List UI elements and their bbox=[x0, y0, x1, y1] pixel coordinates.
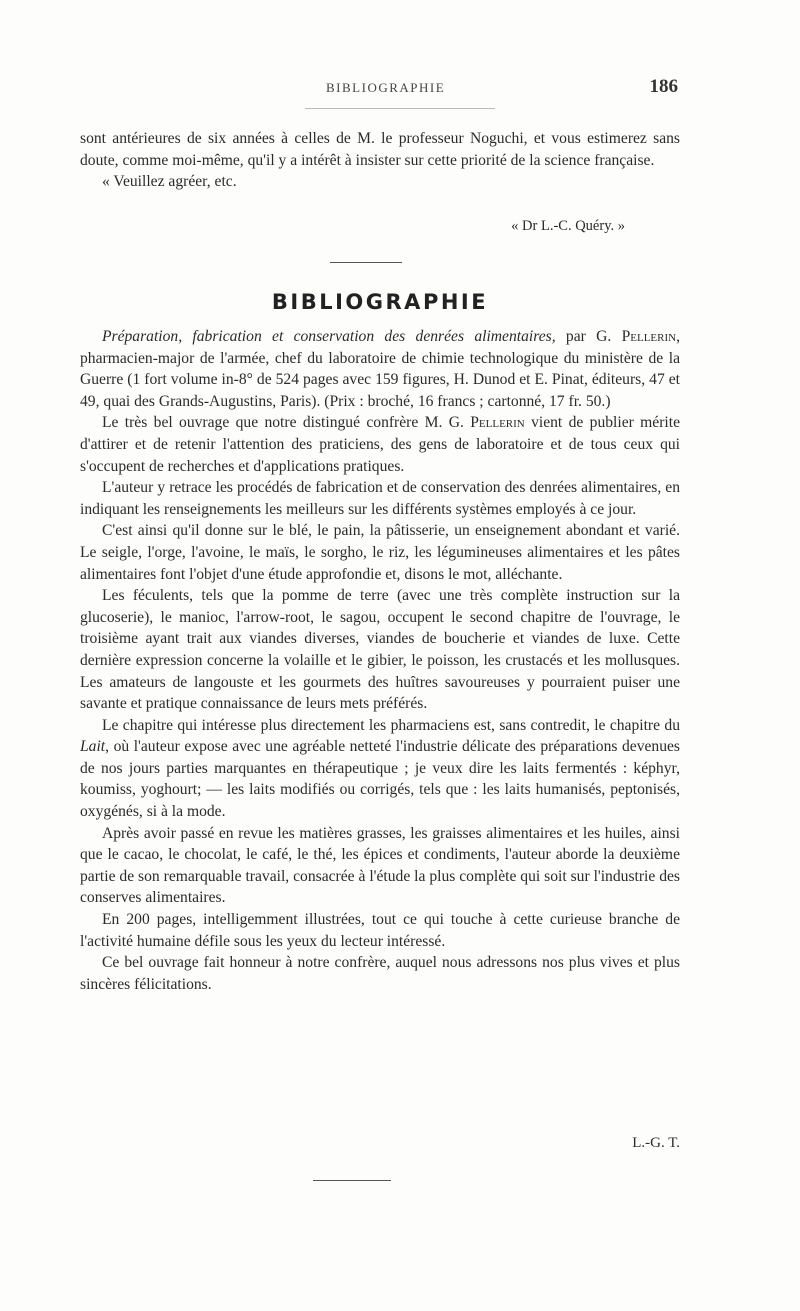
paragraph-text: Le très bel ouvrage que notre distingué confrère M. G. bbox=[102, 414, 471, 432]
review-paragraph-1 bbox=[80, 412, 680, 477]
letter-signature: « Dr L.-C. Quéry. » bbox=[511, 218, 625, 234]
review-signature: L.-G. T. bbox=[632, 1135, 680, 1151]
paragraph-text: , où l'auteur expose avec une agréable netteté l'industrie délicate des préparations devenues de nos jours parties marquantes en thérapeutique ; je veux dire les laits fermentés : képhyr, koumiss, yoghourt; — les laits modifiés ou corrigés, tels que : les laits humanisés, peptonisés, oxygénés, si à la mode. bbox=[80, 738, 680, 821]
italic-term: Lait bbox=[80, 738, 106, 756]
book-author: Pellerin bbox=[621, 328, 677, 345]
review-paragraph-5 bbox=[80, 715, 680, 823]
review-paragraph-6: Après avoir passé en revue les matières grasses, les graisses alimentaires et les huiles, ainsi que le cacao, le chocolat, le café, le thé, les épices et condiments, l'auteur aborde la deuxième partie de son remarquable travail, consacrée à l'étude la plus complète qui soit sur l'industrie des conserves alimentaires. bbox=[80, 824, 680, 907]
review-paragraph-8: Ce bel ouvrage fait honneur à notre confrère, auquel nous adressons nos plus vives et plus sincères félicitations. bbox=[80, 954, 680, 993]
review-paragraph-3: C'est ainsi qu'il donne sur le blé, le pain, la pâtisserie, un enseignement abondant et varié. Le seigle, l'orge, l'avoine, le maïs, le sorgho, le riz, les légumineuses alimentaires et les pâtes alimentaires font l'objet d'une étude approfondie et, disons le mot, alléchante. bbox=[80, 522, 680, 583]
header-rule bbox=[305, 108, 495, 109]
letter-paragraph: sont antérieures de six années à celles de M. le professeur Noguchi, et vous estimerez sans doute, comme moi-même, qu'il y a intérêt à insister sur cette priorité de la science française. bbox=[80, 130, 680, 169]
reference-details: , pharmacien-major de l'armée, chef du laboratoire de chimie technologique du ministère de la Guerre (1 fort volume in-8° de 524 pages avec 159 figures, H. Dunod et E. Pinat, éditeurs, 47 et 49, quai des Grands-Augustins, Paris). (Prix : broché, 16 francs ; cartonné, 17 fr. 50.) bbox=[80, 328, 680, 410]
review-body bbox=[80, 326, 680, 995]
letter-ending bbox=[80, 128, 680, 193]
paragraph-text: Le chapitre qui intéresse plus directement les pharmaciens est, sans contredit, le chapitre du bbox=[102, 716, 680, 734]
running-title: BIBLIOGRAPHIE bbox=[326, 80, 446, 95]
review-reference bbox=[80, 326, 680, 412]
end-rule bbox=[313, 1180, 391, 1181]
author-name: Pellerin bbox=[470, 414, 525, 432]
page-header bbox=[80, 78, 680, 102]
reference-prefix: par G. bbox=[555, 328, 622, 345]
review-paragraph-7: En 200 pages, intelligemment illustrées, tout ce qui touche à cette curieuse branche de l'activité humaine défile sous les yeux du lecteur intéressé. bbox=[80, 911, 680, 950]
letter-closing: « Veuillez agréer, etc. bbox=[102, 173, 237, 191]
book-title: Préparation, fabrication et conservation des denrées alimentaires, bbox=[102, 328, 556, 345]
separator-rule bbox=[330, 262, 402, 263]
page-number: 186 bbox=[649, 76, 678, 97]
section-title: BIBLIOGRAPHIE bbox=[271, 290, 489, 314]
review-paragraph-4: Les féculents, tels que la pomme de terre (avec une très complète instruction sur la glucoserie), le manioc, l'arrow-root, le sagou, occupent le second chapitre de l'ouvrage, le troisième ayant trait aux viandes diverses, viandes de boucherie et viandes de luxe. Cette dernière expression concerne la volaille et le gibier, le poisson, les crustacés et les mollusques. Les amateurs de langouste et les gourmets des huîtres savoureuses y pourraient puiser une savante et pratique connaissance de leurs mets préférés. bbox=[80, 587, 680, 713]
paragraph-text: vient de publier mérite d'attirer et de retenir l'attention des praticiens, des gens de laboratoire et de tous ceux qui s'occupent de recherches et d'applications pratiques. bbox=[80, 414, 680, 475]
review-paragraph-2: L'auteur y retrace les procédés de fabrication et de conservation des denrées alimentaires, en indiquant les renseignements les meilleurs sur les différents systèmes employés à ce jour. bbox=[80, 479, 680, 518]
